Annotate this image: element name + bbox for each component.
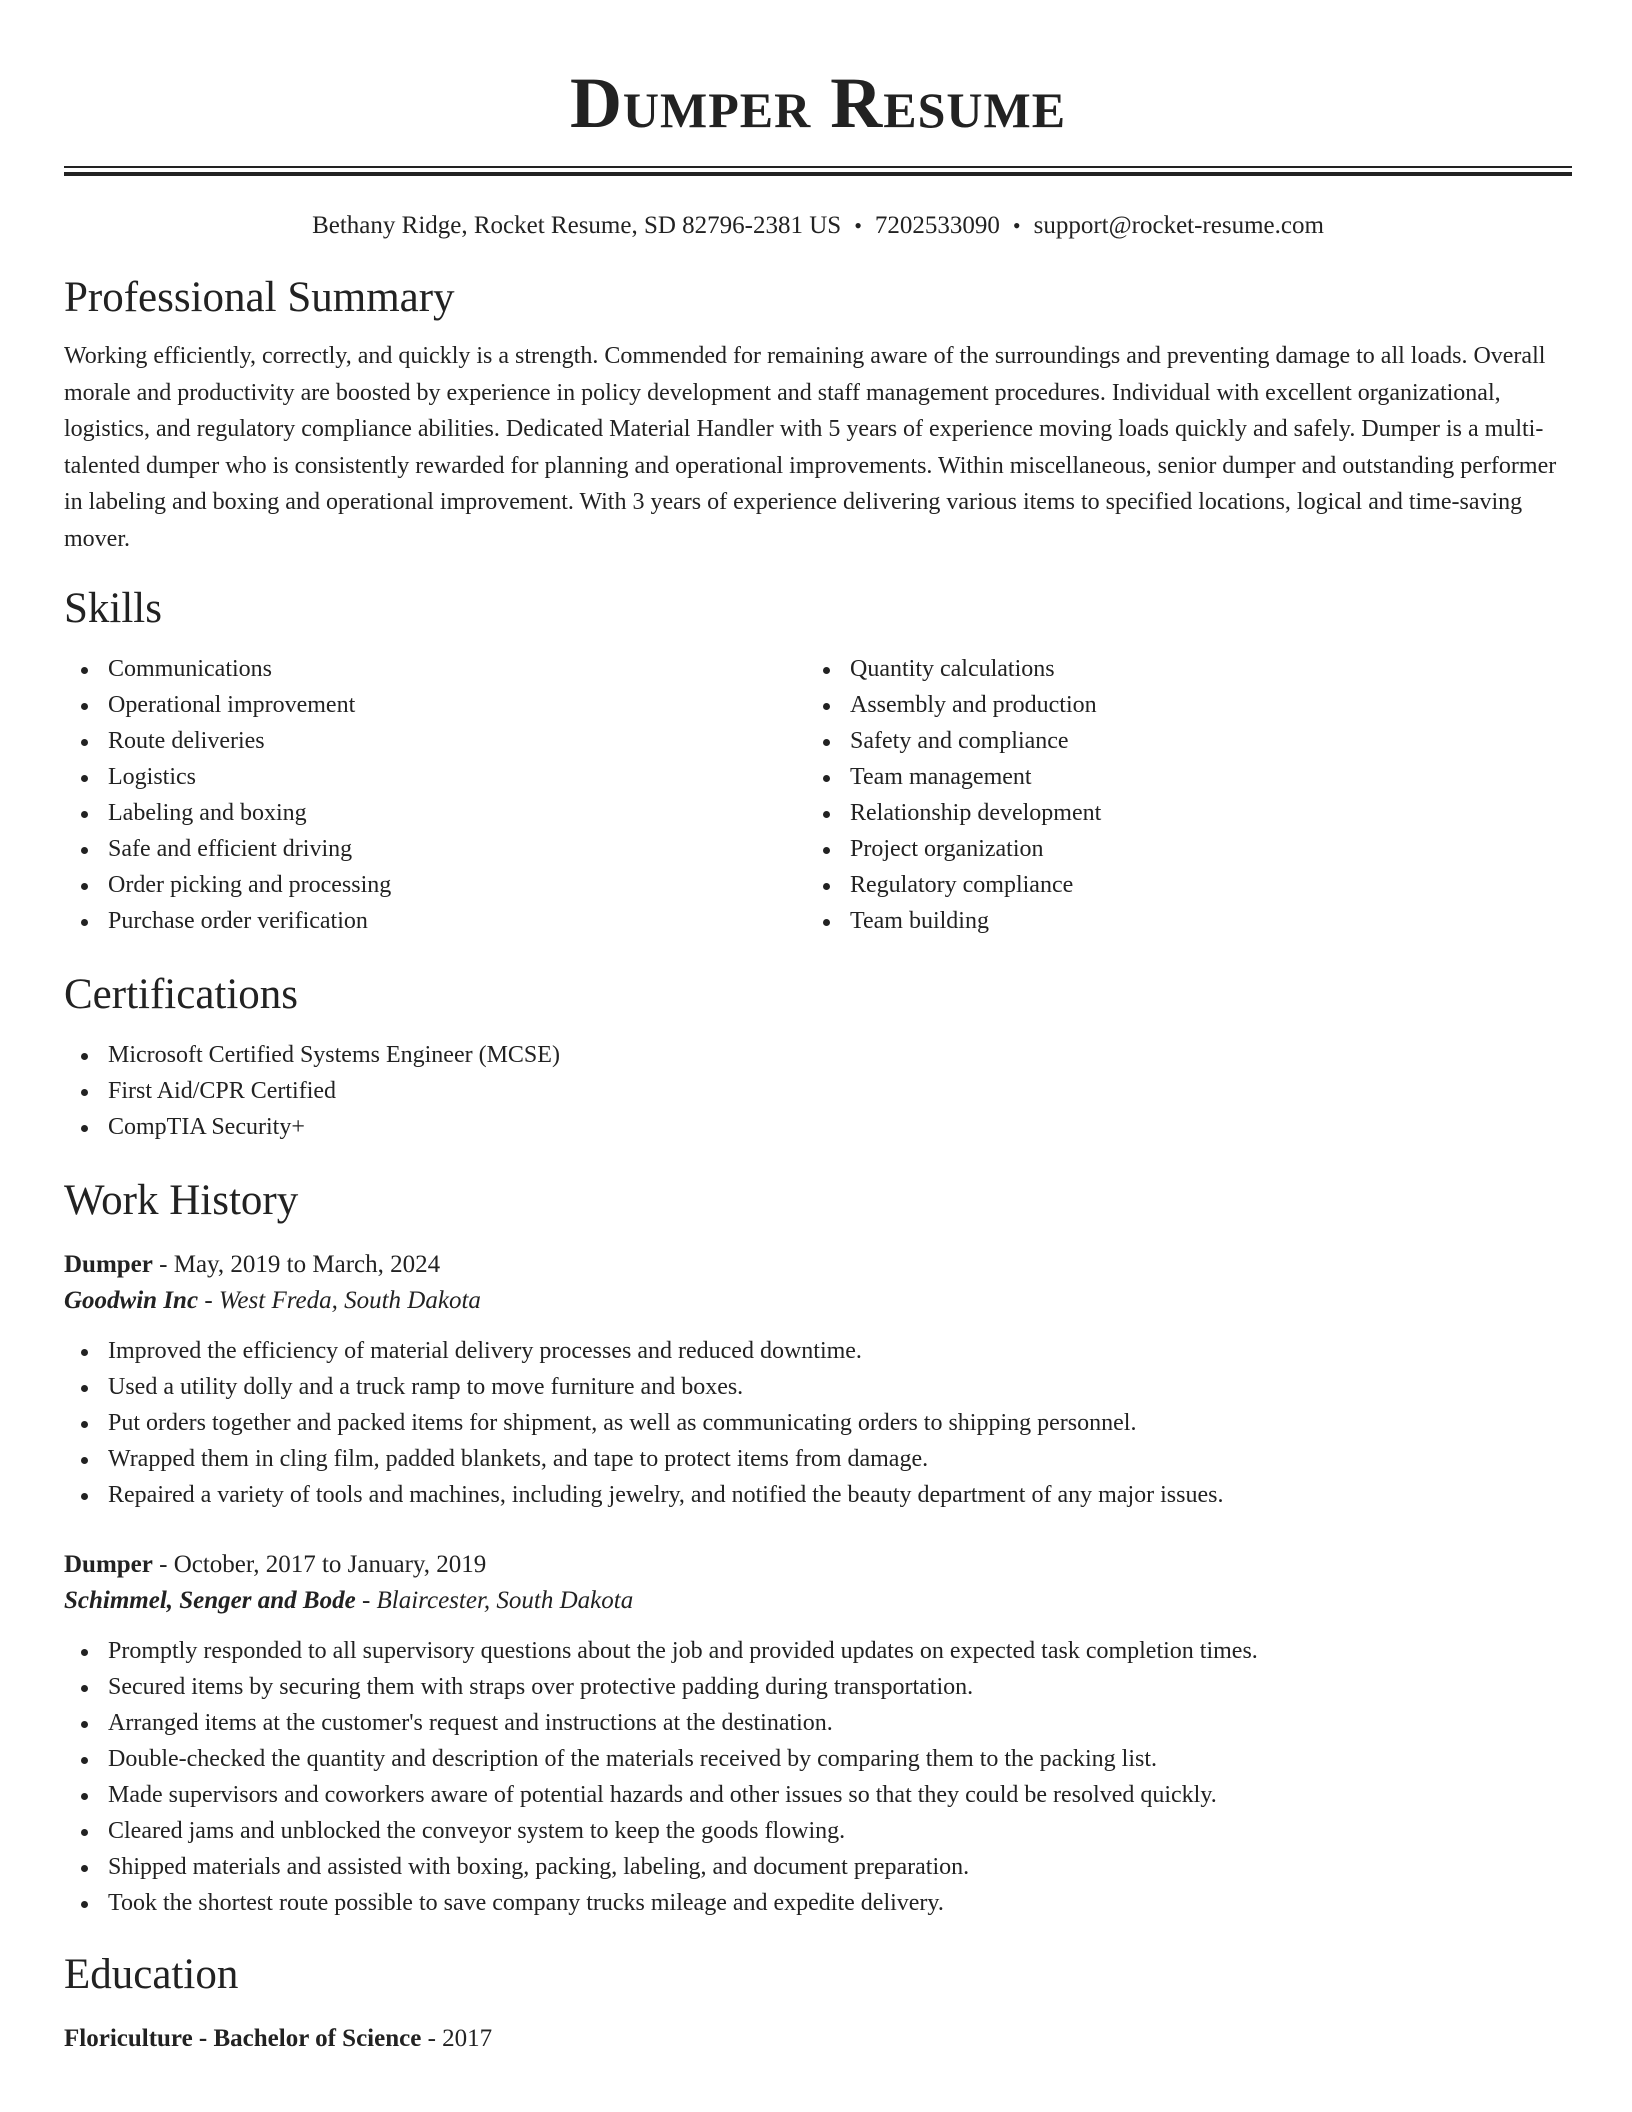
certifications-heading: Certifications — [64, 971, 299, 1018]
skill-item: Communications — [64, 651, 806, 687]
skill-item: Relationship development — [806, 795, 1548, 831]
skill-item: Operational improvement — [64, 687, 806, 723]
skill-item: Team management — [806, 759, 1548, 795]
job-duty-item: Secured items by securing them with straps over protective padding during transportation. — [64, 1669, 1572, 1705]
job-duty-item: Promptly responded to all supervisory questions about the job and provided updates on expected task completion times. — [64, 1633, 1572, 1669]
skill-item: Labeling and boxing — [64, 795, 806, 831]
contact-separator: • — [1012, 213, 1021, 238]
job-duty-item: Double-checked the quantity and description of the materials received by comparing them to the packing list. — [64, 1741, 1572, 1777]
job-company-line — [64, 1583, 1572, 1619]
job-entry — [64, 1247, 1572, 1513]
job-duty-item: Wrapped them in cling film, padded blankets, and tape to protect items from damage. — [64, 1441, 1572, 1477]
skill-item: Logistics — [64, 759, 806, 795]
job-duty-item: Repaired a variety of tools and machines, including jewelry, and notified the beauty department of any major issues. — [64, 1477, 1572, 1513]
education-year: - 2017 — [427, 2025, 493, 2052]
job-duty-item: Improved the efficiency of material delivery processes and reduced downtime. — [64, 1333, 1572, 1369]
contact-line — [64, 210, 1572, 242]
skill-item: Purchase order verification — [64, 903, 806, 939]
job-dates: - May, 2019 to March, 2024 — [159, 1251, 441, 1278]
job-duties-list — [64, 1333, 1572, 1513]
skills-column-right — [806, 651, 1548, 939]
job-entry — [64, 1547, 1572, 1921]
skill-item: Safety and compliance — [806, 723, 1548, 759]
job-duty-item: Cleared jams and unblocked the conveyor system to keep the goods flowing. — [64, 1813, 1572, 1849]
job-role: Dumper — [64, 1551, 153, 1578]
skills-grid — [64, 651, 1572, 939]
job-company: Schimmel, Senger and Bode — [64, 1587, 356, 1614]
job-duty-item: Arranged items at the customer's request and instructions at the destination. — [64, 1705, 1572, 1741]
skill-item: Order picking and processing — [64, 867, 806, 903]
job-location: - Blaircester, South Dakota — [361, 1587, 634, 1614]
certification-item: First Aid/CPR Certified — [64, 1073, 1572, 1109]
skill-item: Route deliveries — [64, 723, 806, 759]
job-duty-item: Shipped materials and assisted with boxing, packing, labeling, and document preparation. — [64, 1849, 1572, 1885]
job-duty-item: Put orders together and packed items for shipment, as well as communicating orders to shipping personnel. — [64, 1405, 1572, 1441]
job-title-line — [64, 1247, 1572, 1283]
certification-item: Microsoft Certified Systems Engineer (MCSE) — [64, 1037, 1572, 1073]
job-title-line — [64, 1547, 1572, 1583]
resume-page — [64, 0, 1572, 2057]
skill-item: Project organization — [806, 831, 1548, 867]
job-company: Goodwin Inc — [64, 1287, 199, 1314]
skill-item: Regulatory compliance — [806, 867, 1548, 903]
job-duty-item: Used a utility dolly and a truck ramp to move furniture and boxes. — [64, 1369, 1572, 1405]
skills-heading: Skills — [64, 585, 162, 632]
job-duty-item: Made supervisors and coworkers aware of potential hazards and other issues so that they could be resolved quickly. — [64, 1777, 1572, 1813]
job-duties-list — [64, 1633, 1572, 1921]
job-dates: - October, 2017 to January, 2019 — [159, 1551, 487, 1578]
job-duty-item: Took the shortest route possible to save company trucks mileage and expedite delivery. — [64, 1885, 1572, 1921]
skills-list-right — [806, 651, 1548, 939]
education-degree: Floriculture - Bachelor of Science — [64, 2025, 422, 2052]
title-divider — [64, 166, 1572, 176]
skills-column-left — [64, 651, 806, 939]
summary-heading: Professional Summary — [64, 274, 455, 321]
skill-item: Safe and efficient driving — [64, 831, 806, 867]
job-role: Dumper — [64, 1251, 153, 1278]
job-company-line — [64, 1283, 1572, 1319]
contact-address: Bethany Ridge, Rocket Resume, SD 82796-2381 US — [312, 212, 842, 239]
education-heading: Education — [64, 1951, 239, 1998]
skills-list-left — [64, 651, 806, 939]
resume-title: Dumper Resume — [569, 63, 1067, 143]
job-location: - West Freda, South Dakota — [204, 1287, 481, 1314]
work-history-heading: Work History — [64, 1177, 299, 1224]
job-spacer — [64, 1513, 1572, 1547]
skill-item: Team building — [806, 903, 1548, 939]
contact-separator: • — [854, 213, 862, 238]
certification-item: CompTIA Security+ — [64, 1109, 1572, 1145]
summary-text: Working efficiently, correctly, and quickly is a strength. Commended for remaining aware of the surroundings and preventing damage to all loads. Overall morale and productivity are boosted by experience in policy development and staff management procedures. Individual with excellent organizational, logistics, and regulatory compliance abilities. Dedicated Material Handler with 5 years of experience moving loads quickly and safely. Dumper is a multi-talented dumper who is consistently rewarded for planning and operational improvements. Within miscellaneous, senior dumper and outstanding performer in labeling and boxing and operational improvement. With 3 years of experience delivering various items to specified locations, logical and time-saving mover. — [64, 343, 1557, 552]
contact-email: support@rocket-resume.com — [1033, 212, 1324, 239]
education-entry — [64, 2021, 1572, 2057]
certifications-list — [64, 1037, 1572, 1145]
skill-item: Quantity calculations — [806, 651, 1548, 687]
contact-phone: 7202533090 — [874, 212, 1000, 239]
skill-item: Assembly and production — [806, 687, 1548, 723]
